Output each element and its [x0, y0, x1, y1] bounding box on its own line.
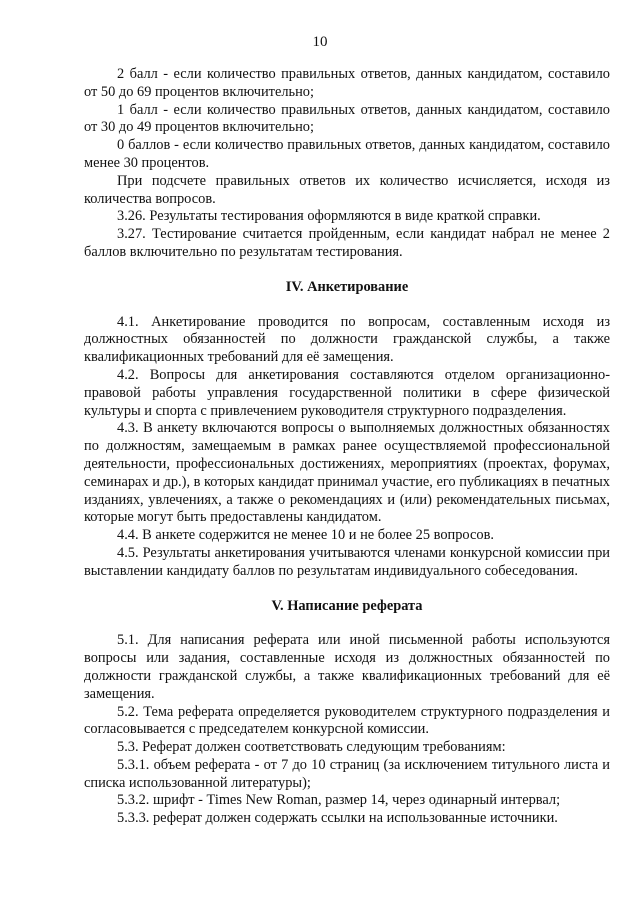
paragraph: 3.27. Тестирование считается пройденным, если кандидат набрал не менее 2 баллов включительно по результатам тестирования. — [84, 226, 610, 260]
paragraph: 5.3.1. объем реферата - от 7 до 10 страниц (за исключением титульного листа и списка использованной литературы); — [84, 756, 610, 791]
paragraph: 5.1. Для написания реферата или иной письменной работы используются вопросы или задания, составленные исходя из должностных обязанностей по должности гражданской службы, а также квалификационных требований для её замещения. — [84, 632, 610, 702]
paragraph: 4.5. Результаты анкетирования учитываются членами конкурсной комиссии при выставлении кандидату баллов по результатам индивидуального собеседования. — [84, 544, 610, 579]
paragraph: 3.26. Результаты тестирования оформляются в виде краткой справки. — [117, 208, 541, 225]
paragraph: 5.3. Реферат должен соответствовать следующим требованиям: — [117, 739, 506, 756]
paragraph: 5.3.2. шрифт - Times New Roman, размер 14, через одинарный интервал; — [117, 792, 561, 809]
paragraph: 2 балл - если количество правильных ответов, данных кандидатом, составило от 50 до 69 процентов включительно; — [84, 66, 610, 100]
paragraph: 0 баллов - если количество правильных ответов, данных кандидатом, составило менее 30 процентов. — [84, 137, 610, 171]
document-body — [84, 66, 610, 828]
paragraph: 5.2. Тема реферата определяется руководителем структурного подразделения и согласовывается с председателем конкурсной комиссии. — [84, 703, 610, 738]
paragraph: При подсчете правильных ответов их количество исчисляется, исходя из количества вопросов. — [84, 172, 610, 207]
paragraph: 4.1. Анкетирование проводится по вопросам, составленным исходя из должностных обязанностей по должности гражданской службы, а также квалификационных требований для её замещения. — [84, 313, 610, 366]
paragraph: 4.2. Вопросы для анкетирования составляются отделом организационно-правовой работы управления государственной политики в сфере физической культуры и спорта с привлечением руководителя структурного подразделения. — [84, 366, 610, 419]
section-heading-v: V. Написание реферата — [271, 597, 423, 614]
paragraph: 5.3.3. реферат должен содержать ссылки на использованные источники. — [117, 810, 558, 827]
paragraph: 4.4. В анкете содержится не менее 10 и не более 25 вопросов. — [117, 527, 494, 544]
page-number: 10 — [312, 34, 328, 50]
paragraph: 4.3. В анкету включаются вопросы о выполняемых должностных обязанностях по должностям, замещаемым в рамках ранее осуществляемой профессиональной деятельности, профессиональных достижениях, мероприятиях (проектах, форумах, семинарах и др.), в которых кандидат принимал участие, его публикациях в печатных изданиях, увлечениях, а также о рекомендациях и (или) рекомендательных письмах, которые могут быть предоставлены кандидатом. — [84, 420, 610, 526]
section-heading-iv: IV. Анкетирование — [285, 278, 409, 295]
paragraph: 1 балл - если количество правильных ответов, данных кандидатом, составило от 30 до 49 процентов включительно; — [84, 101, 610, 136]
